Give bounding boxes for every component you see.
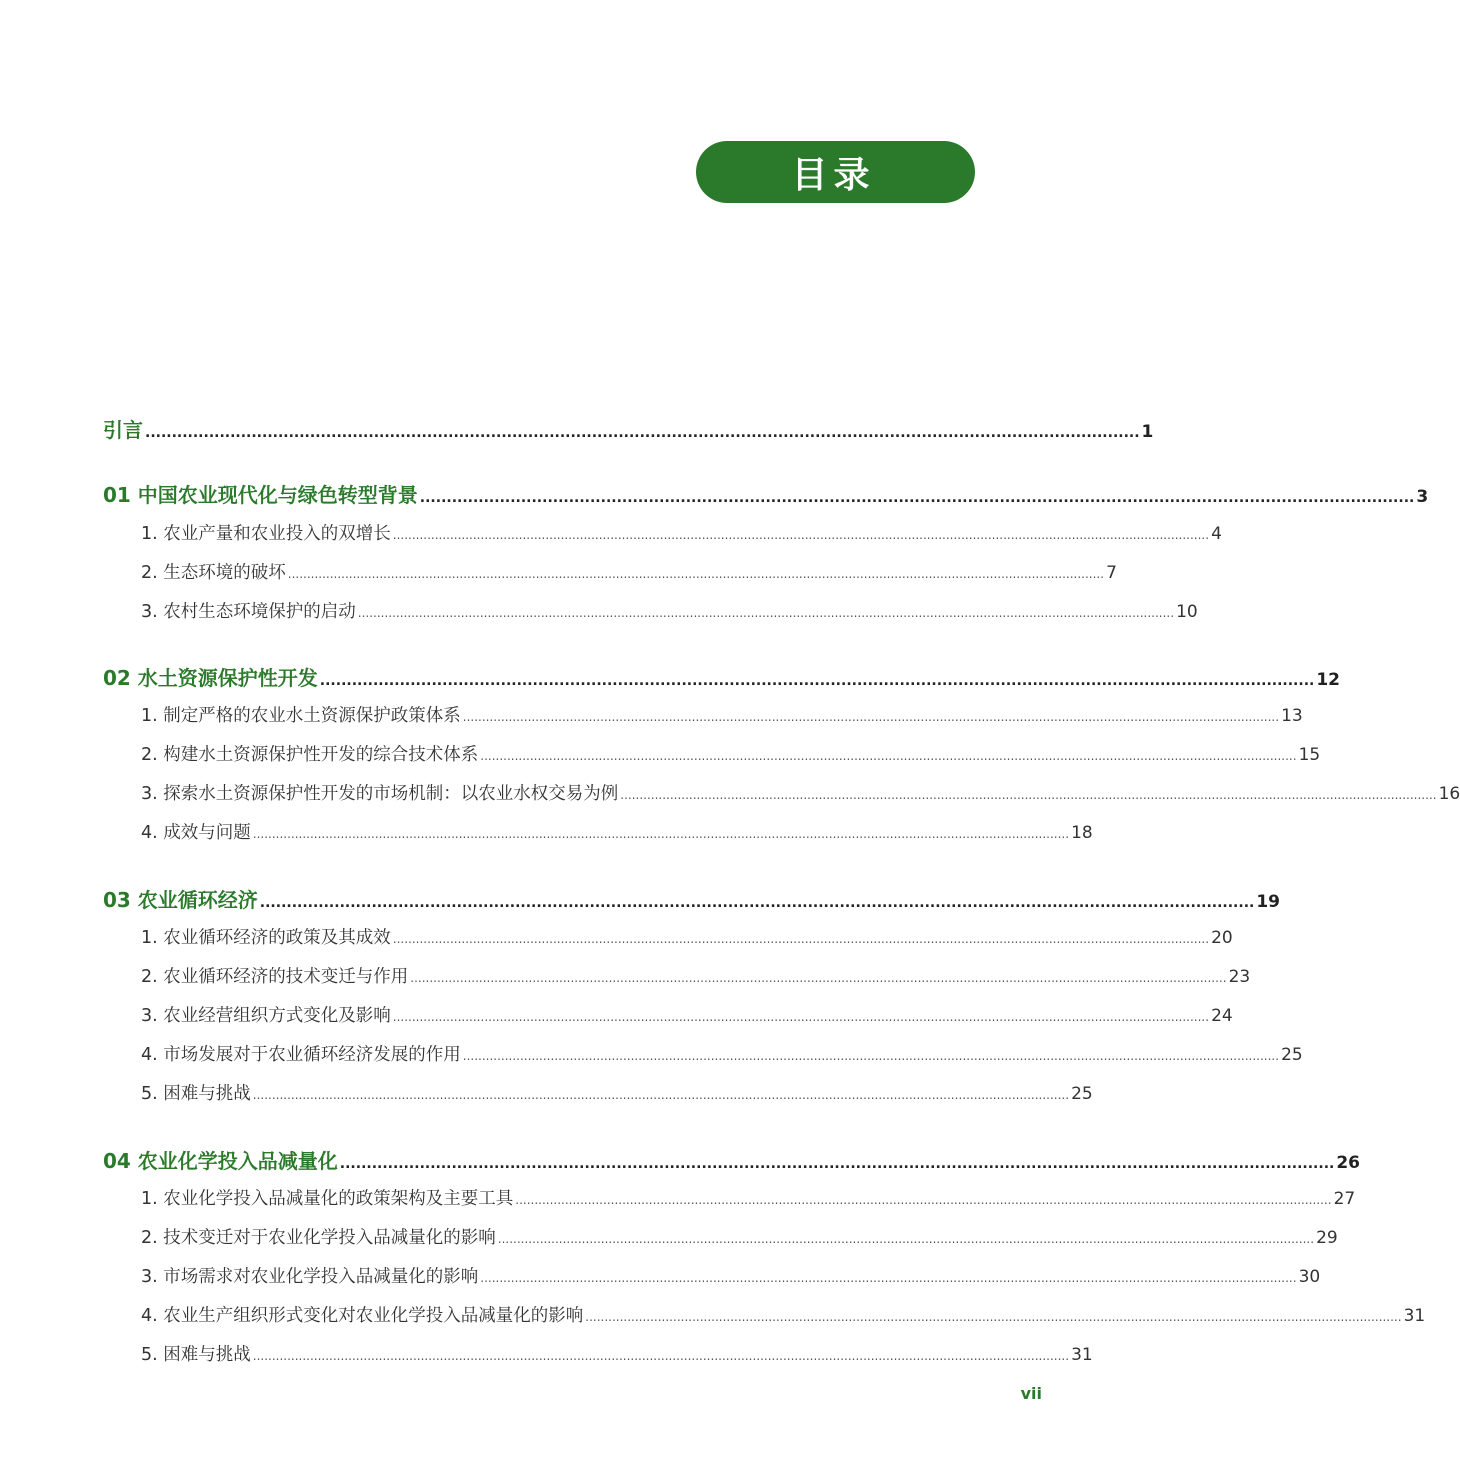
toc-item-label: 3. 农村生态环境保护的启动 — [141, 602, 356, 622]
toc-item-label: 4. 农业生产组织形式变化对农业化学投入品减量化的影响 — [141, 1306, 584, 1326]
toc-item[interactable] — [141, 1302, 1426, 1327]
toc-item[interactable] — [141, 1041, 1303, 1066]
toc-item-label: 2. 技术变迁对于农业化学投入品减量化的影响 — [141, 1228, 496, 1248]
dot-leader: ........................................................................................................................................................................................... — [419, 490, 1415, 506]
toc-page-number: 13 — [1281, 706, 1303, 726]
toc-item-label: 5. 困难与挑战 — [141, 1345, 251, 1365]
dot-leader: ...................................................................................................................................................................................................................... — [392, 1010, 1210, 1024]
toc-page-number: 20 — [1211, 928, 1233, 948]
toc-item-label: 4. 市场发展对于农业循环经济发展的作用 — [141, 1045, 461, 1065]
dot-leader: ...................................................................................................................................................................................................................... — [497, 1232, 1315, 1246]
dot-leader: ...................................................................................................................................................................................................................... — [287, 567, 1105, 581]
toc-item-label: 3. 农业经营组织方式变化及影响 — [141, 1006, 391, 1026]
toc-item[interactable] — [141, 1263, 1321, 1288]
toc-item[interactable] — [141, 559, 1117, 584]
dot-leader: ...................................................................................................................................................................................................................... — [515, 1193, 1332, 1207]
toc-page-number: 30 — [1298, 1267, 1321, 1287]
toc-item[interactable] — [141, 924, 1233, 949]
toc-chapter-01[interactable] — [103, 479, 1429, 508]
toc-item-label: 3. 市场需求对农业化学投入品减量化的影响 — [141, 1267, 479, 1287]
toc-page-number: 18 — [1071, 823, 1093, 843]
dot-leader: ........................................................................................................................................................................................... — [319, 673, 1315, 689]
toc-title: 目录 — [696, 141, 975, 203]
toc-item-label: 4. 成效与问题 — [141, 823, 251, 843]
toc-entry-label: 引言 — [103, 418, 143, 442]
dot-leader: ........................................................................................................................................................................................... — [339, 1156, 1335, 1172]
toc-chapter-label: 02 水土资源保护性开发 — [103, 666, 318, 690]
dot-leader: ...................................................................................................................................................................................................................... — [252, 827, 1070, 841]
toc-chapter-label: 03 农业循环经济 — [103, 888, 258, 912]
toc-page-number: 26 — [1336, 1153, 1361, 1173]
toc-page-number: 1 — [1141, 422, 1154, 442]
toc-item[interactable] — [141, 1341, 1093, 1366]
toc-item[interactable] — [141, 780, 1460, 805]
dot-leader: ...................................................................................................................................................................................................................... — [620, 788, 1437, 802]
page-folio: vii — [1020, 1384, 1042, 1403]
toc-item[interactable] — [141, 598, 1198, 623]
toc-page-number: 27 — [1333, 1189, 1356, 1209]
toc-page-number: 16 — [1438, 784, 1460, 804]
dot-leader: ...................................................................................................................................................................................................................... — [392, 528, 1210, 542]
toc-item[interactable] — [141, 963, 1251, 988]
toc-item[interactable] — [141, 1002, 1233, 1027]
toc-page-number: 31 — [1403, 1306, 1426, 1326]
toc-chapter-label: 04 农业化学投入品减量化 — [103, 1149, 338, 1173]
toc-item[interactable] — [141, 819, 1093, 844]
toc-item-label: 2. 构建水土资源保护性开发的综合技术体系 — [141, 745, 479, 765]
dot-leader: ...................................................................................................................................................................................................................... — [252, 1349, 1070, 1363]
toc-item-label: 1. 制定严格的农业水土资源保护政策体系 — [141, 706, 461, 726]
toc-chapter-label: 01 中国农业现代化与绿色转型背景 — [103, 483, 418, 507]
toc-page-number: 3 — [1416, 487, 1429, 507]
toc-item[interactable] — [141, 1224, 1338, 1249]
toc-chapter-04[interactable] — [103, 1145, 1361, 1174]
toc-page-number: 10 — [1176, 602, 1198, 622]
toc-entry-intro[interactable] — [103, 414, 1154, 443]
dot-leader: ...................................................................................................................................................................................................................... — [252, 1088, 1070, 1102]
dot-leader: ........................................................................................................................................................................................... — [145, 425, 1140, 441]
toc-page-number: 24 — [1211, 1006, 1233, 1026]
toc-item[interactable] — [141, 1185, 1356, 1210]
dot-leader: ...................................................................................................................................................................................................................... — [410, 971, 1227, 985]
toc-item-label: 2. 农业循环经济的技术变迁与作用 — [141, 967, 409, 987]
toc-item-label: 1. 农业循环经济的政策及其成效 — [141, 928, 391, 948]
toc-page-number: 25 — [1071, 1084, 1093, 1104]
toc-item-label: 1. 农业化学投入品减量化的政策架构及主要工具 — [141, 1189, 514, 1209]
dot-leader: ...................................................................................................................................................................................................................... — [480, 1271, 1297, 1285]
toc-page-number: 4 — [1211, 524, 1222, 544]
toc-chapter-02[interactable] — [103, 662, 1341, 691]
toc-item[interactable] — [141, 1080, 1093, 1105]
dot-leader: ...................................................................................................................................................................................................................... — [462, 710, 1280, 724]
toc-item[interactable] — [141, 741, 1321, 766]
dot-leader: ...................................................................................................................................................................................................................... — [392, 932, 1210, 946]
dot-leader: ........................................................................................................................................................................................... — [259, 895, 1255, 911]
toc-page-number: 25 — [1281, 1045, 1303, 1065]
toc-item[interactable] — [141, 520, 1222, 545]
toc-page-number: 31 — [1071, 1345, 1093, 1365]
toc-page-number: 29 — [1316, 1228, 1338, 1248]
toc-item[interactable] — [141, 702, 1303, 727]
dot-leader: ...................................................................................................................................................................................................................... — [480, 749, 1297, 763]
dot-leader: ...................................................................................................................................................................................................................... — [462, 1049, 1280, 1063]
dot-leader: ...................................................................................................................................................................................................................... — [585, 1310, 1402, 1324]
toc-page-number: 7 — [1106, 563, 1117, 583]
toc-page-number: 23 — [1228, 967, 1251, 987]
toc-page-number: 19 — [1256, 892, 1281, 912]
toc-chapter-03[interactable] — [103, 884, 1281, 913]
toc-item-label: 3. 探索水土资源保护性开发的市场机制：以农业水权交易为例 — [141, 784, 619, 804]
toc-item-label: 2. 生态环境的破坏 — [141, 563, 286, 583]
toc-item-label: 1. 农业产量和农业投入的双增长 — [141, 524, 391, 544]
toc-page-number: 15 — [1298, 745, 1321, 765]
dot-leader: ...................................................................................................................................................................................................................... — [357, 606, 1175, 620]
toc-item-label: 5. 困难与挑战 — [141, 1084, 251, 1104]
toc-page-number: 12 — [1316, 670, 1341, 690]
